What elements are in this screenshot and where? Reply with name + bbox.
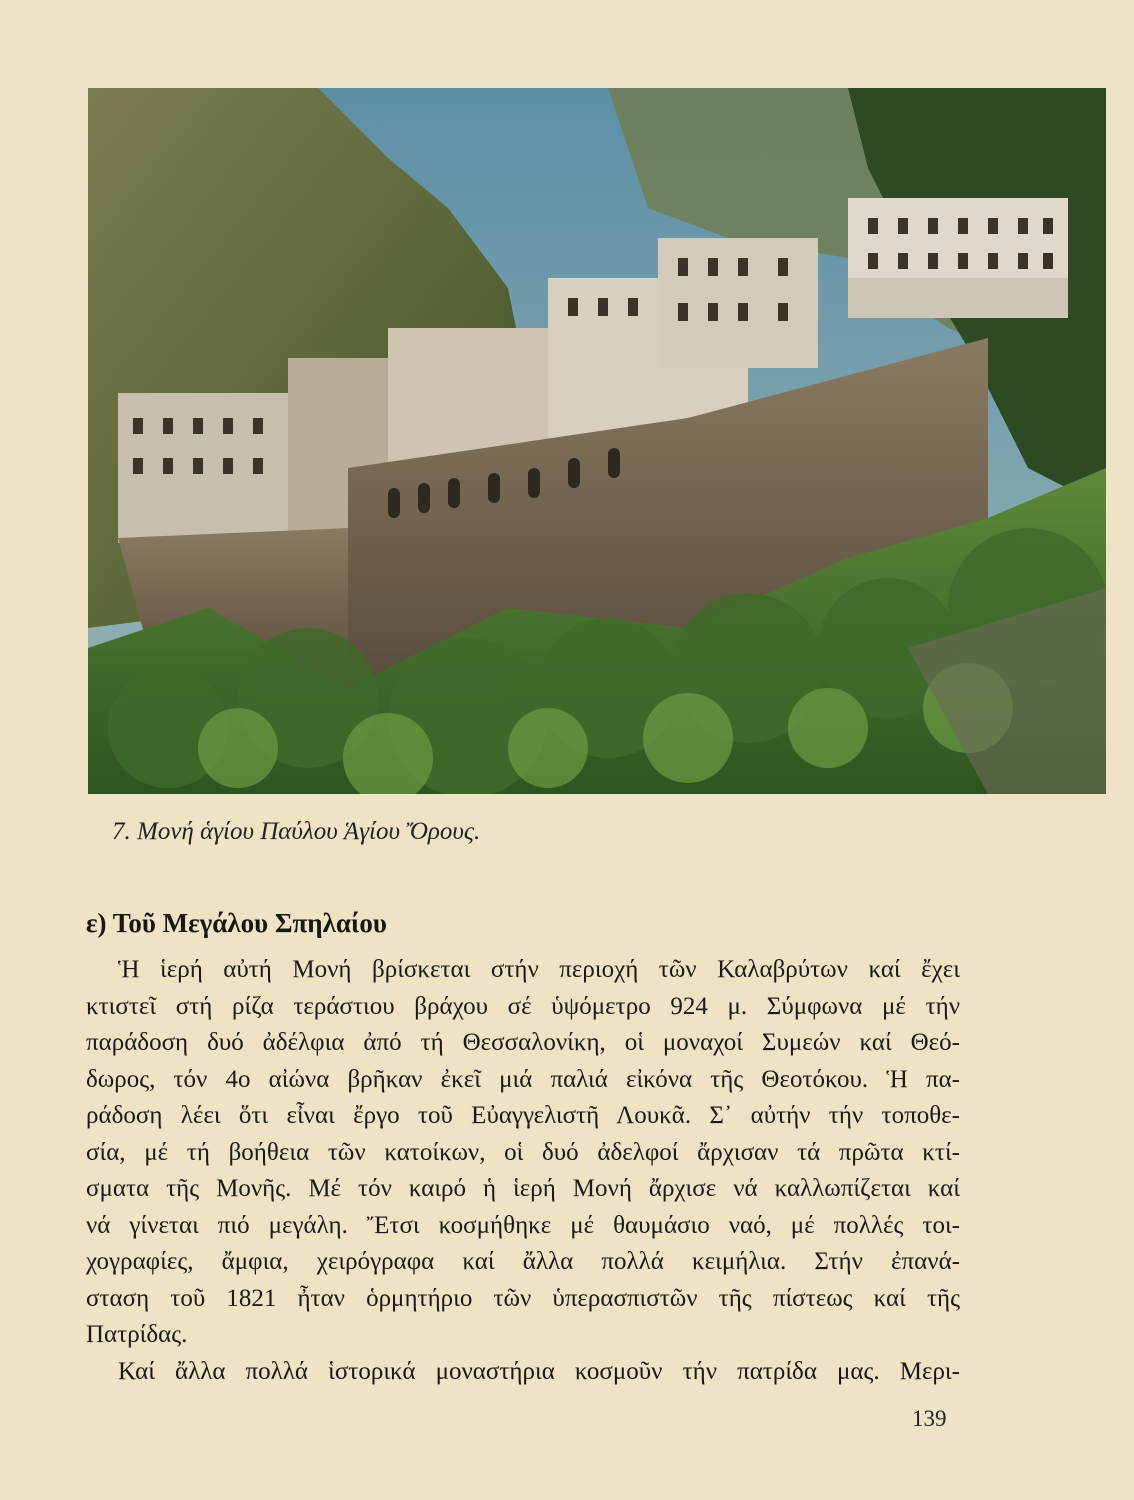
text-line: σία, μέ τή βοήθεια τῶν κατοίκων, οἱ δυό ἀδελφοί ἄρχισαν τά πρῶτα κτί-: [86, 1138, 960, 1166]
page-number: 139: [912, 1406, 947, 1431]
text-line: σματα τῆς Μονῆς. Μέ τόν καιρό ἡ ἱερή Μονή ἄρχισε νά καλλωπίζεται καί: [86, 1175, 960, 1202]
photo-caption: 7. Μονή ἁγίου Παύλου Ἁγίου Ὄρους.: [112, 818, 481, 845]
text-line: Ἡ ἱερή αὐτή Μονή βρίσκεται στήν περιοχή τῶν Καλαβρύτων καί ἔχει: [118, 956, 960, 983]
text-line: Καί ἄλλα πολλά ἱστορικά μοναστήρια κοσμοῦν τήν πατρίδα μας. Μερι-: [118, 1358, 960, 1385]
text-line: δωρος, τόν 4ο αἰώνα βρῆκαν ἐκεῖ μιά παλιά εἰκόνα τῆς Θεοτόκου. Ἡ πα-: [86, 1065, 960, 1093]
body-paragraph-2: [86, 1354, 960, 1391]
text-line: παράδοση δυό ἀδέλφια ἀπό τή Θεσσαλονίκη, οἱ μοναχοί Συμεών καί Θεό-: [86, 1029, 960, 1056]
text-line: νά γίνεται πιό μεγάλη. Ἔτσι κοσμήθηκε μέ θαυμάσιο ναό, μέ πολλές τοι-: [86, 1211, 960, 1239]
text-line: κτιστεῖ στή ρίζα τεράστιου βράχου σέ ὑψόμετρο 924 μ. Σύμφωνα μέ τήν: [86, 992, 960, 1020]
text-line: Πατρίδας.: [86, 1321, 188, 1348]
text-line: ράδοση λέει ὅτι εἶναι ἔργο τοῦ Εὐαγγελιστῆ Λουκᾶ. Σ᾿ αὐτήν τήν τοποθε-: [86, 1102, 960, 1129]
monastery-photo: [88, 88, 1106, 794]
text-line: χογραφίες, ἄμφια, χειρόγραφα καί ἄλλα πολλά κειμήλια. Στήν ἐπανά-: [86, 1248, 960, 1275]
monastery-illustration: [88, 88, 1106, 794]
text-line: σταση τοῦ 1821 ἦταν ὁρμητήριο τῶν ὑπερασπιστῶν τῆς πίστεως καί τῆς: [86, 1284, 960, 1312]
body-paragraph-1: [86, 952, 960, 1354]
section-heading: ε) Τοῦ Μεγάλου Σπηλαίου: [86, 908, 387, 938]
